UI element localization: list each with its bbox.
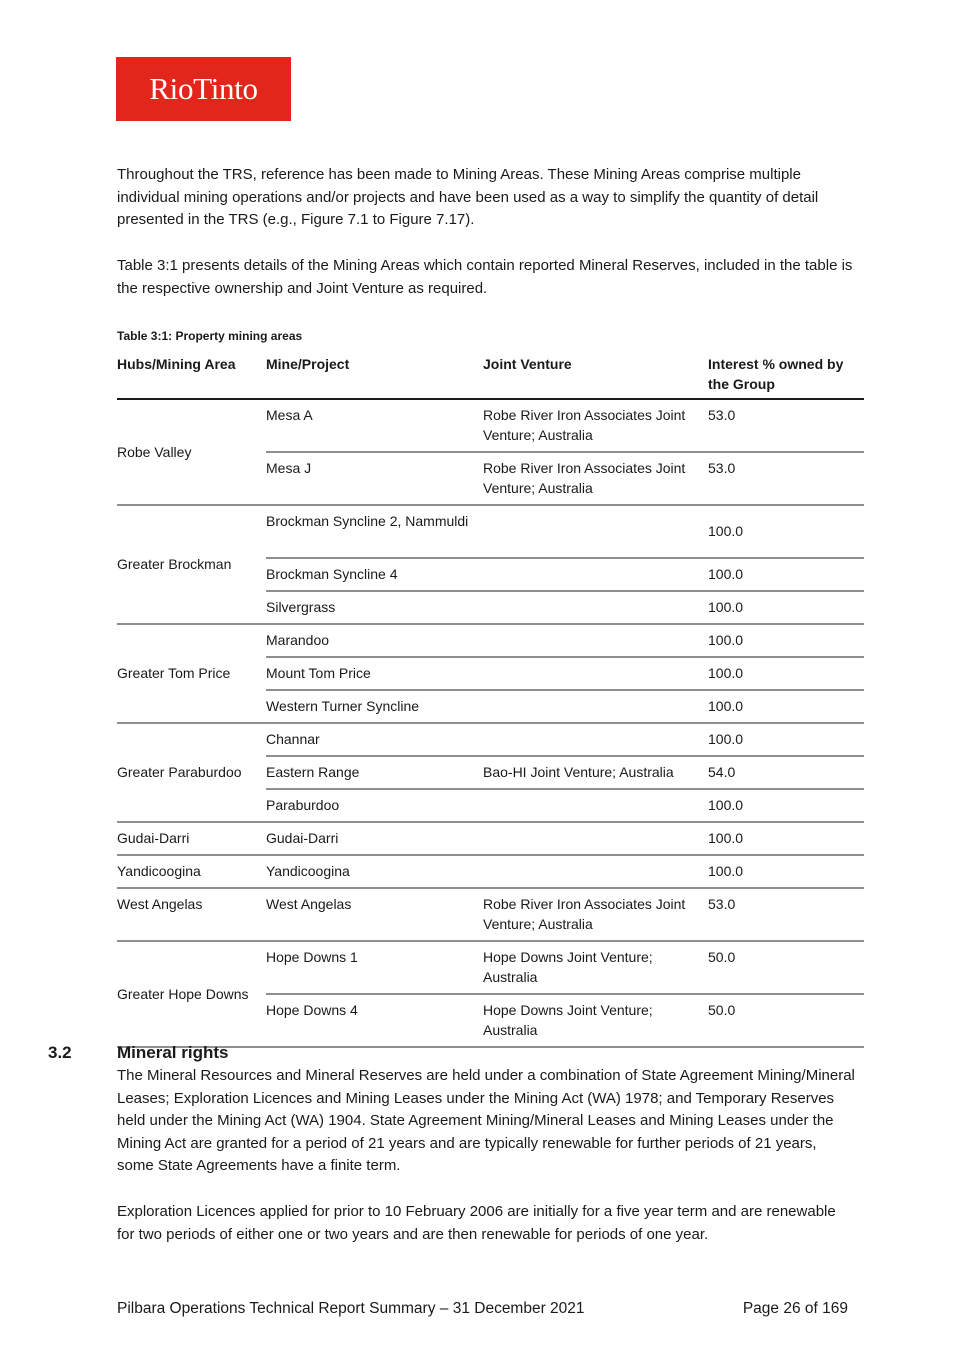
interest-cell: 100.0 (708, 690, 864, 723)
hub-cell: Yandicoogina (117, 855, 266, 888)
section-number: 3.2 (48, 1043, 72, 1062)
footer-report-title: Pilbara Operations Technical Report Summary – 31 December 2021 (117, 1300, 585, 1317)
section-paragraph-2: Exploration Licences applied for prior to 10 February 2006 are initially for a five year term and are renewable for two periods of either one or two years and are then renewable for periods of one year. (117, 1203, 836, 1243)
jv-cell (483, 657, 708, 690)
interest-cell: 50.0 (708, 994, 864, 1047)
interest-cell: 100.0 (708, 505, 864, 558)
interest-cell: 100.0 (708, 624, 864, 657)
interest-cell: 53.0 (708, 452, 864, 505)
mine-cell: Mount Tom Price (266, 657, 483, 690)
footer-page-number: Page 26 of 169 (742, 1300, 848, 1317)
interest-cell: 100.0 (708, 558, 864, 591)
table-row (117, 941, 864, 994)
hub-cell: Greater Brockman (117, 505, 266, 624)
table-caption: Table 3:1: Property mining areas (117, 329, 303, 343)
jv-cell (483, 624, 708, 657)
mine-cell: Silvergrass (266, 591, 483, 624)
jv-cell: Hope Downs Joint Venture; Australia (483, 941, 708, 994)
mine-cell: Channar (266, 723, 483, 756)
section-title: Mineral rights (117, 1043, 229, 1062)
hub-cell: Robe Valley (117, 399, 266, 505)
mine-cell: Paraburdoo (266, 789, 483, 822)
table-row (117, 723, 864, 756)
table-row (117, 505, 864, 558)
table-row (117, 822, 864, 855)
mine-cell: Western Turner Syncline (266, 690, 483, 723)
interest-cell: 100.0 (708, 657, 864, 690)
mine-cell: Mesa J (266, 452, 483, 505)
jv-cell (483, 505, 708, 558)
interest-cell: 100.0 (708, 855, 864, 888)
interest-cell: 100.0 (708, 591, 864, 624)
jv-cell (483, 723, 708, 756)
jv-cell: Bao-HI Joint Venture; Australia (483, 756, 708, 789)
mine-cell: Marandoo (266, 624, 483, 657)
mine-cell: Brockman Syncline 4 (266, 558, 483, 591)
interest-cell: 50.0 (708, 941, 864, 994)
hub-cell: Greater Hope Downs (117, 941, 266, 1047)
mine-cell: Brockman Syncline 2, Nammuldi (266, 505, 483, 558)
table-row (117, 624, 864, 657)
mine-cell: Yandicoogina (266, 855, 483, 888)
interest-cell: 100.0 (708, 822, 864, 855)
table-row (117, 855, 864, 888)
jv-cell: Robe River Iron Associates Joint Venture; Australia (483, 888, 708, 941)
jv-cell (483, 690, 708, 723)
interest-cell: 54.0 (708, 756, 864, 789)
header-mine: Mine/Project (266, 352, 483, 399)
mine-cell: Mesa A (266, 399, 483, 452)
hub-cell: Greater Paraburdoo (117, 723, 266, 822)
logo-text: RioTinto (149, 71, 258, 106)
mine-cell: Eastern Range (266, 756, 483, 789)
header-jv: Joint Venture (483, 352, 708, 399)
intro-paragraph-2: Table 3:1 presents details of the Mining Areas which contain reported Mineral Reserves, included in the table is the respective ownership and Joint Venture as required. (117, 257, 853, 297)
table-row (117, 888, 864, 941)
header-hub: Hubs/Mining Area (117, 352, 266, 399)
section-paragraph-1: The Mineral Resources and Mineral Reserves are held under a combination of State Agreement Mining/Mineral Leases; Exploration Licences and Mining Leases under the Mining Act (WA) 1978; and Temporary Reserves held under the Mining Act (WA) 1904. State Agreement Mining/Mineral Leases and Mining Leases under the Mining Act are granted for a period of 21 years and are typically renewable for further periods of 21 years, some State Agreements have a finite term. (117, 1067, 855, 1175)
rio-tinto-logo (116, 57, 291, 121)
interest-cell: 100.0 (708, 789, 864, 822)
header-interest: Interest % owned by the Group (708, 352, 864, 399)
hub-cell: Gudai-Darri (117, 822, 266, 855)
jv-cell (483, 789, 708, 822)
table-header-row (117, 352, 864, 399)
hub-cell: Greater Tom Price (117, 624, 266, 723)
hub-cell: West Angelas (117, 888, 266, 941)
interest-cell: 53.0 (708, 888, 864, 941)
mine-cell: Gudai-Darri (266, 822, 483, 855)
interest-cell: 53.0 (708, 399, 864, 452)
table-row (117, 399, 864, 452)
mining-areas-table (117, 352, 864, 1048)
mine-cell: Hope Downs 1 (266, 941, 483, 994)
jv-cell (483, 855, 708, 888)
jv-cell (483, 558, 708, 591)
mine-cell: West Angelas (266, 888, 483, 941)
jv-cell: Robe River Iron Associates Joint Venture; Australia (483, 399, 708, 452)
intro-paragraph-1: Throughout the TRS, reference has been made to Mining Areas. These Mining Areas comprise multiple individual mining operations and/or projects and have been used as a way to simplify the quantity of detail presented in the TRS (e.g., Figure 7.1 to Figure 7.17). (117, 166, 819, 229)
mine-cell: Hope Downs 4 (266, 994, 483, 1047)
jv-cell: Hope Downs Joint Venture; Australia (483, 994, 708, 1047)
interest-cell: 100.0 (708, 723, 864, 756)
jv-cell (483, 591, 708, 624)
jv-cell (483, 822, 708, 855)
jv-cell: Robe River Iron Associates Joint Venture; Australia (483, 452, 708, 505)
